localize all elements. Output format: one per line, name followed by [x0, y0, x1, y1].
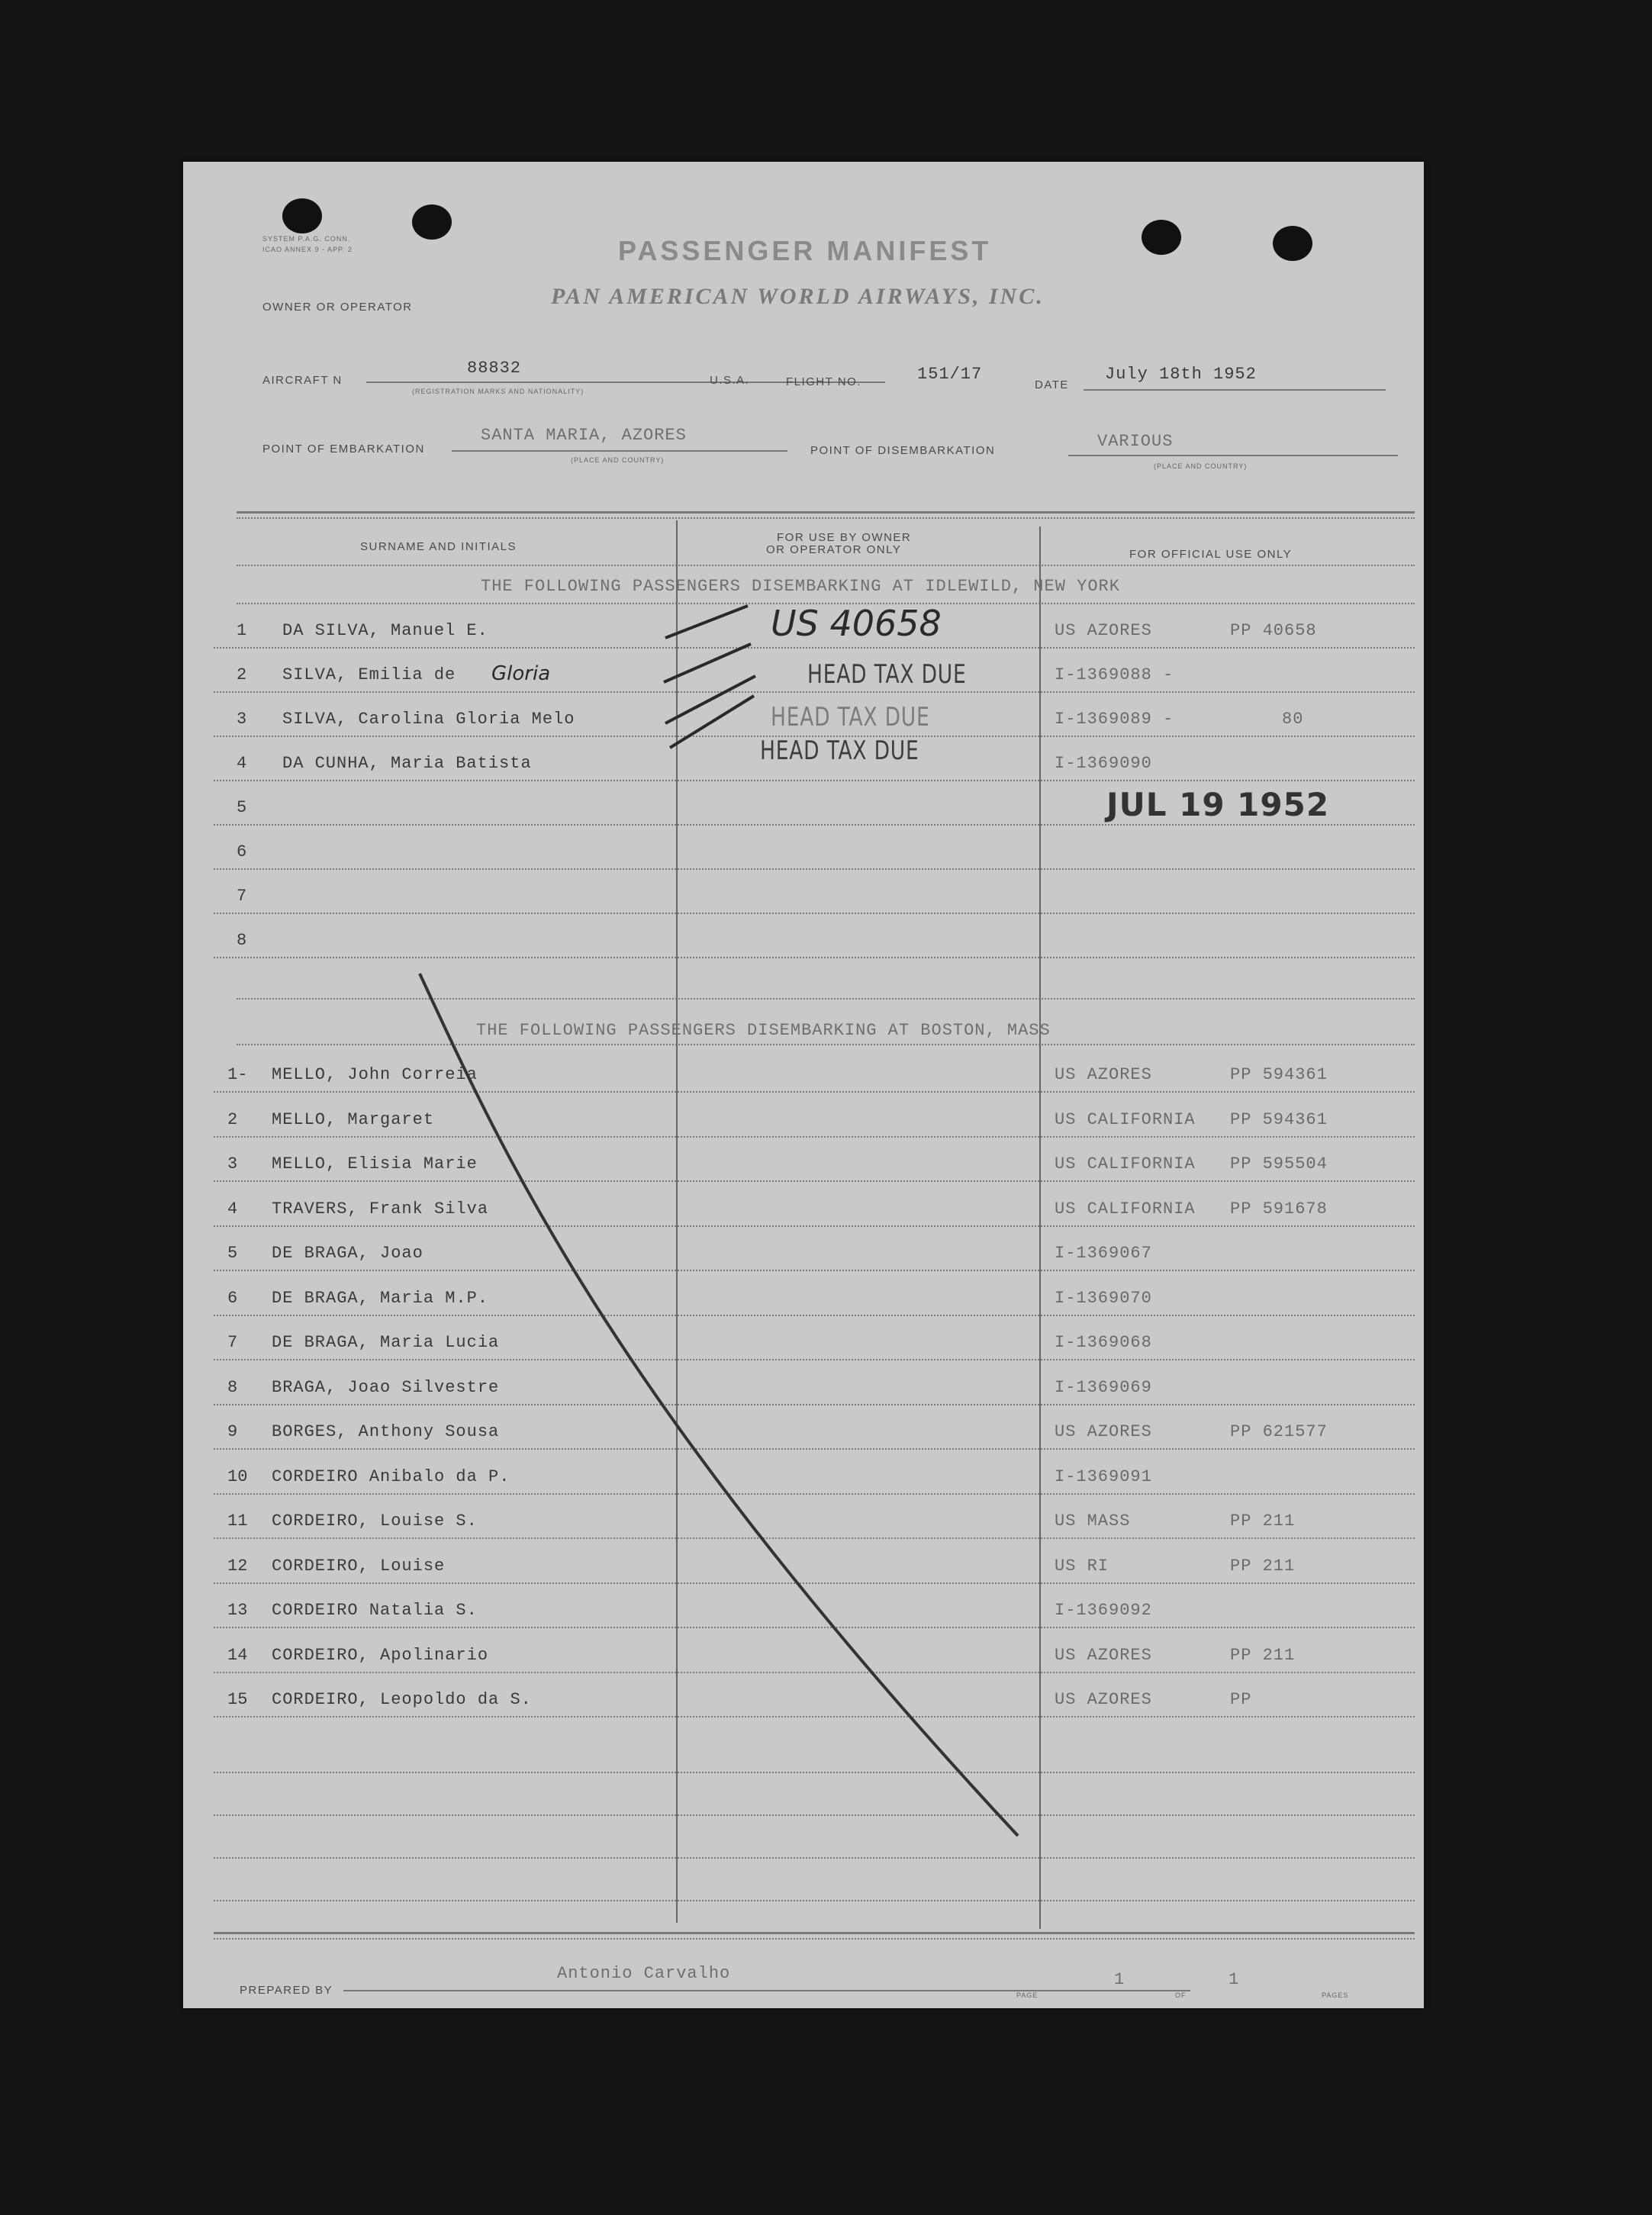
official-entry: US AZORES — [1055, 1065, 1152, 1084]
cancellation-line — [183, 162, 1424, 2008]
row-number: 1 — [237, 621, 247, 640]
passenger-name: DA SILVA, Manuel E. — [282, 621, 488, 640]
handwritten-gloria: Gloria — [491, 662, 551, 685]
page-label: PAGE — [1016, 1991, 1039, 1999]
row-number: 15 — [227, 1690, 248, 1709]
official-entry: I-1369091 — [1055, 1466, 1152, 1486]
prepared-by-label: PREPARED BY — [240, 1984, 333, 1997]
page-number: 1 — [1114, 1970, 1125, 1989]
official-entry: I-1369089 - — [1055, 710, 1174, 729]
nationality: U.S.A. — [710, 374, 750, 387]
passenger-name: CORDEIRO, Louise S. — [272, 1512, 478, 1531]
prepared-by-name: Antonio Carvalho — [557, 1964, 731, 1983]
official-entry: I-1369069 — [1055, 1377, 1152, 1397]
column-header-official: FOR OFFICIAL USE ONLY — [1129, 548, 1293, 561]
column-header-owner-use-1: FOR USE BY OWNER — [777, 531, 912, 544]
official-reference: PP — [1230, 1690, 1252, 1709]
row-number: 2 — [237, 665, 247, 684]
manifest-sheet — [183, 162, 1424, 2008]
column-header-surname: SURNAME AND INITIALS — [360, 540, 517, 553]
row-number: 10 — [227, 1466, 248, 1486]
official-reference: PP 591678 — [1230, 1199, 1328, 1219]
head-tax-stamp: HEAD TAX DUE — [807, 659, 967, 690]
passenger-name: DA CUNHA, Maria Batista — [282, 754, 532, 773]
total-pages: 1 — [1229, 1970, 1240, 1989]
row-number: 8 — [227, 1377, 238, 1397]
embarkation-place-note: (PLACE AND COUNTRY) — [571, 456, 665, 464]
passenger-name: BORGES, Anthony Sousa — [272, 1422, 500, 1441]
passenger-name: CORDEIRO, Louise — [272, 1556, 446, 1576]
official-entry: I-1369068 — [1055, 1333, 1152, 1352]
passenger-name: CORDEIRO Natalia S. — [272, 1601, 478, 1620]
date-label: DATE — [1035, 378, 1069, 391]
official-entry: US CALIFORNIA — [1055, 1154, 1196, 1173]
row-number: 4 — [227, 1199, 238, 1219]
of-label: OF — [1175, 1991, 1187, 1999]
official-entry: US AZORES — [1055, 1645, 1152, 1665]
official-entry: I-1369090 — [1055, 754, 1152, 773]
official-entry: US AZORES — [1055, 621, 1152, 640]
passenger-name: SILVA, Emilia de — [282, 665, 456, 684]
official-entry: I-1369092 — [1055, 1601, 1152, 1620]
row-number: 4 — [237, 754, 247, 773]
official-entry: I-1369088 - — [1055, 665, 1174, 684]
row-number: 1- — [227, 1065, 248, 1084]
disembarkation-place-note: (PLACE AND COUNTRY) — [1154, 462, 1248, 470]
row-number: 5 — [227, 1244, 238, 1263]
registration-note: (REGISTRATION MARKS AND NATIONALITY) — [412, 388, 584, 395]
passenger-name: MELLO, John Correia — [272, 1065, 478, 1084]
official-reference: PP 594361 — [1230, 1065, 1328, 1084]
row-number: 8 — [237, 931, 247, 950]
passenger-name: BRAGA, Joao Silvestre — [272, 1377, 500, 1397]
official-entry: US CALIFORNIA — [1055, 1109, 1196, 1129]
row-number: 13 — [227, 1601, 248, 1620]
aircraft-number: 88832 — [467, 359, 522, 378]
row-number: 2 — [227, 1109, 238, 1129]
passenger-name: DE BRAGA, Maria M.P. — [272, 1288, 489, 1308]
official-entry: I-1369067 — [1055, 1244, 1152, 1263]
passenger-name: MELLO, Margaret — [272, 1109, 435, 1129]
received-date-stamp: JUL 19 1952 — [1106, 786, 1330, 823]
aircraft-label: AIRCRAFT N — [262, 374, 343, 387]
owner-label: OWNER OR OPERATOR — [262, 301, 413, 314]
official-reference: PP 595504 — [1230, 1154, 1328, 1173]
passenger-name: CORDEIRO, Apolinario — [272, 1645, 489, 1665]
row-number: 3 — [237, 710, 247, 729]
head-tax-stamp: HEAD TAX DUE — [760, 736, 919, 766]
passenger-name: CORDEIRO Anibalo da P. — [272, 1466, 510, 1486]
official-entry: I-1369070 — [1055, 1288, 1152, 1308]
row-number: 12 — [227, 1556, 248, 1576]
official-entry: US MASS — [1055, 1512, 1131, 1531]
passenger-name: DE BRAGA, Maria Lucia — [272, 1333, 500, 1352]
manifest-date: July 18th 1952 — [1105, 365, 1257, 384]
row-number: 9 — [227, 1422, 238, 1441]
page-title: PASSENGER MANIFEST — [618, 235, 992, 266]
pages-label: PAGES — [1322, 1991, 1349, 1999]
form-code-line-1: SYSTEM P.A.G. CONN. — [262, 235, 351, 243]
disembarkation-place: VARIOUS — [1097, 432, 1174, 451]
official-entry: US CALIFORNIA — [1055, 1199, 1196, 1219]
disembarkation-label: POINT OF DISEMBARKATION — [810, 444, 996, 457]
embarkation-place: SANTA MARIA, AZORES — [481, 426, 687, 445]
passenger-name: CORDEIRO, Leopoldo da S. — [272, 1690, 532, 1709]
official-entry: US RI — [1055, 1556, 1109, 1576]
row-number: 6 — [237, 842, 247, 861]
head-tax-stamp: HEAD TAX DUE — [771, 702, 930, 732]
passenger-name: TRAVERS, Frank Silva — [272, 1199, 489, 1219]
official-reference: PP 211 — [1230, 1556, 1296, 1576]
owner-name: PAN AMERICAN WORLD AIRWAYS, INC. — [551, 284, 1045, 309]
flight-label: FLIGHT NO. — [786, 375, 861, 388]
official-entry: US AZORES — [1055, 1690, 1152, 1709]
row-number: 7 — [227, 1333, 238, 1352]
passenger-name: MELLO, Elisia Marie — [272, 1154, 478, 1173]
row-number: 6 — [227, 1288, 238, 1308]
row-number: 3 — [227, 1154, 238, 1173]
passenger-name: SILVA, Carolina Gloria Melo — [282, 710, 575, 729]
official-reference: PP 211 — [1230, 1512, 1296, 1531]
handwritten-us-number: US 40658 — [771, 603, 942, 644]
form-code-line-2: ICAO ANNEX 9 - APP. 2 — [262, 246, 353, 253]
section2-heading: THE FOLLOWING PASSENGERS DISEMBARKING AT BOSTON, MASS — [476, 1021, 1051, 1040]
official-reference: PP 211 — [1230, 1645, 1296, 1665]
official-reference: PP 594361 — [1230, 1109, 1328, 1129]
official-reference: PP 40658 — [1230, 621, 1317, 640]
row-number: 5 — [237, 798, 247, 817]
row-number: 14 — [227, 1645, 248, 1665]
column-header-owner-use-2: OR OPERATOR ONLY — [766, 543, 902, 556]
row-number: 11 — [227, 1512, 248, 1531]
embarkation-label: POINT OF EMBARKATION — [262, 443, 425, 456]
flight-number: 151/17 — [917, 365, 983, 384]
official-reference: PP 621577 — [1230, 1422, 1328, 1441]
section1-heading: THE FOLLOWING PASSENGERS DISEMBARKING AT IDLEWILD, NEW YORK — [481, 577, 1120, 596]
passenger-name: DE BRAGA, Joao — [272, 1244, 423, 1263]
row-number: 7 — [237, 887, 247, 906]
official-entry: US AZORES — [1055, 1422, 1152, 1441]
official-reference: 80 — [1282, 710, 1304, 729]
